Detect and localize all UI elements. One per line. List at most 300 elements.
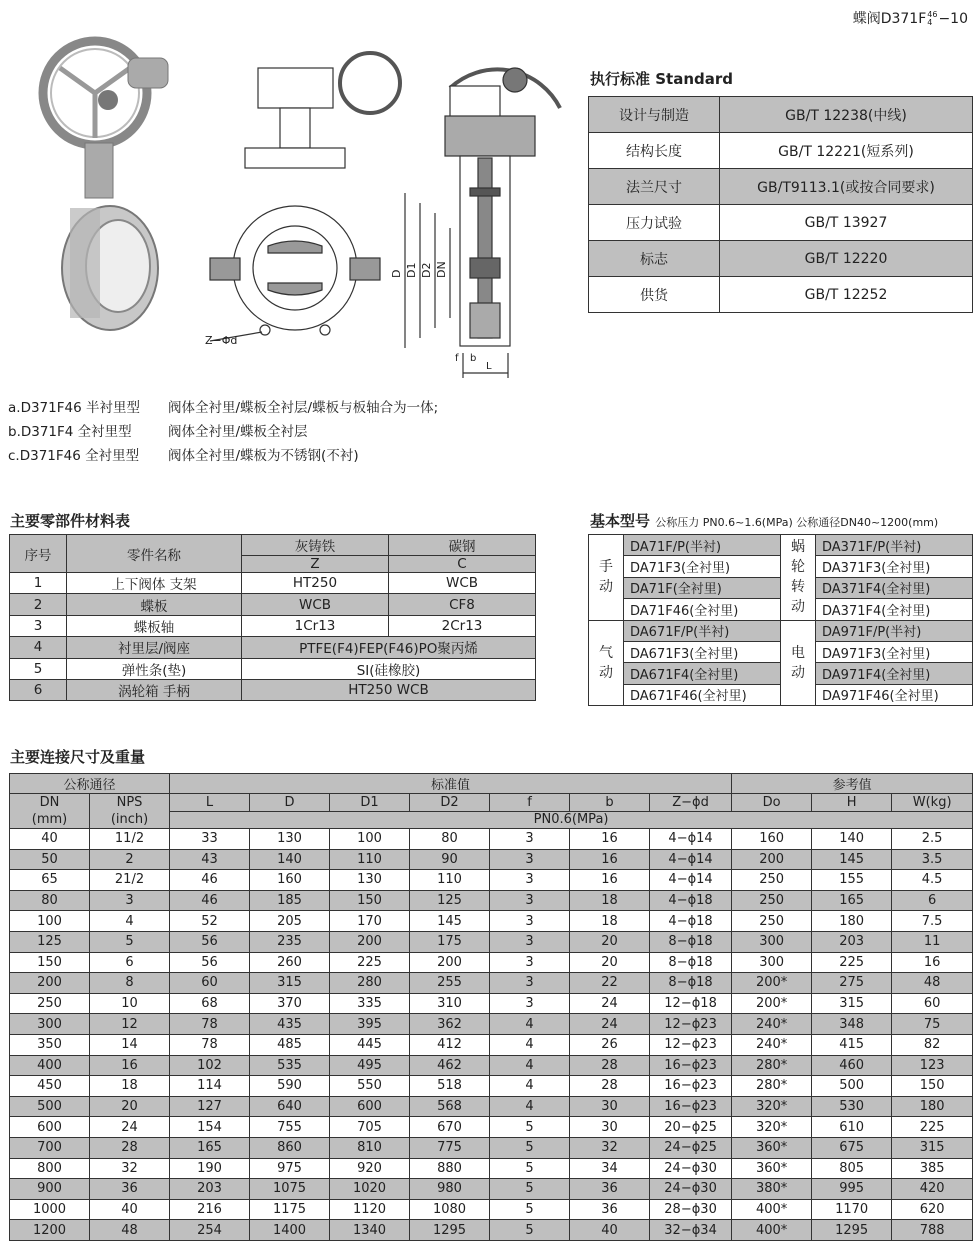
model-cell: DA671F46(全衬里)	[624, 684, 781, 705]
cell-D2: 518	[410, 1076, 490, 1097]
cell-D: 755	[250, 1117, 330, 1138]
cell-Do: 400*	[732, 1220, 812, 1241]
group-label	[781, 535, 816, 621]
cell-Do: 200	[732, 849, 812, 870]
page-code-sub: 4	[927, 18, 933, 27]
label-f: f	[455, 353, 459, 364]
cell-L: 46	[170, 890, 250, 911]
cell-D2: 412	[410, 1034, 490, 1055]
standard-value: GB/T 12221(短系列)	[720, 133, 973, 169]
cell-D2: 110	[410, 870, 490, 891]
cell-dn: 250	[10, 993, 90, 1014]
caption-desc: 阀体全衬里/蝶板全衬层/蝶板与板轴合为一体;	[168, 400, 439, 416]
cell-b: 20	[570, 952, 650, 973]
cell-f: 5	[490, 1220, 570, 1241]
cell: HT250 WCB	[242, 679, 536, 700]
cell-W: 16	[892, 952, 973, 973]
model-cell: DA671F/P(半衬)	[624, 620, 781, 641]
cell-nps: 24	[90, 1117, 170, 1138]
cell: PTFE(F4)FEP(F46)PO聚丙烯	[242, 637, 536, 658]
cell-Do: 280*	[732, 1055, 812, 1076]
cell-zphid: 32−ϕ34	[650, 1220, 732, 1241]
cell-dn: 900	[10, 1179, 90, 1200]
cell-b: 18	[570, 911, 650, 932]
cell-b: 40	[570, 1220, 650, 1241]
cell-nps: 2	[90, 849, 170, 870]
cell-f: 3	[490, 993, 570, 1014]
table-row	[10, 615, 536, 636]
cell: 衬里层/阀座	[67, 637, 242, 658]
cell-nps: 8	[90, 973, 170, 994]
cell-H: 500	[812, 1076, 892, 1097]
cell: SI(硅橡胶)	[242, 658, 536, 679]
cell-b: 18	[570, 890, 650, 911]
cell-f: 3	[490, 952, 570, 973]
cell-D1: 280	[330, 973, 410, 994]
cell-zphid: 4−ϕ14	[650, 870, 732, 891]
cell-nps: 5	[90, 931, 170, 952]
cell-dn: 1200	[10, 1220, 90, 1241]
cell-dn: 40	[10, 829, 90, 850]
cell-dn: 80	[10, 890, 90, 911]
header-no: 序号	[10, 535, 67, 573]
standard-row	[589, 97, 973, 133]
group-label	[589, 620, 624, 706]
table-row	[10, 931, 973, 952]
cell: CF8	[389, 594, 536, 615]
header-zphid: Z−ϕd	[650, 794, 732, 812]
cell-Do: 320*	[732, 1096, 812, 1117]
cell: WCB	[389, 573, 536, 594]
cell-D2: 670	[410, 1117, 490, 1138]
cell-D1: 200	[330, 931, 410, 952]
cell-D1: 705	[330, 1117, 410, 1138]
table-row	[10, 594, 536, 615]
cell-D1: 225	[330, 952, 410, 973]
cell-f: 3	[490, 931, 570, 952]
cell-L: 127	[170, 1096, 250, 1117]
cell-L: 68	[170, 993, 250, 1014]
cell-D: 130	[250, 829, 330, 850]
cell-f: 5	[490, 1158, 570, 1179]
cell-D2: 310	[410, 993, 490, 1014]
cell-f: 4	[490, 1096, 570, 1117]
valve-drawings	[0, 28, 590, 388]
cell: 1	[10, 573, 67, 594]
cell: 蝶板	[67, 594, 242, 615]
model-cell: DA671F3(全衬里)	[624, 641, 781, 662]
basic-models-subtitle: 公称压力 PN0.6~1.6(MPa) 公称通径DN40~1200(mm)	[655, 516, 939, 529]
cell-b: 16	[570, 870, 650, 891]
dimensions-title: 主要连接尺寸及重量	[10, 748, 146, 766]
cell-f: 3	[490, 849, 570, 870]
cell-Do: 160	[732, 829, 812, 850]
cell-Do: 250	[732, 911, 812, 932]
cell-D: 370	[250, 993, 330, 1014]
label-D1: D1	[405, 262, 418, 278]
label-DN: DN	[435, 261, 448, 278]
cell-nps: 6	[90, 952, 170, 973]
header-name: 零件名称	[67, 535, 242, 573]
cell-dn: 1000	[10, 1199, 90, 1220]
cell-H: 995	[812, 1179, 892, 1200]
cell-D1: 170	[330, 911, 410, 932]
cell-Do: 240*	[732, 1034, 812, 1055]
label-D2: D2	[420, 262, 433, 278]
table-row	[589, 620, 973, 641]
table-row	[10, 890, 973, 911]
cell-b: 28	[570, 1055, 650, 1076]
standard-row	[589, 169, 973, 205]
cell-Do: 320*	[732, 1117, 812, 1138]
cell-dn: 50	[10, 849, 90, 870]
cell-f: 5	[490, 1199, 570, 1220]
cell-zphid: 8−ϕ18	[650, 973, 732, 994]
cell-f: 5	[490, 1137, 570, 1158]
valve-section-view	[405, 68, 560, 378]
cell-Do: 380*	[732, 1179, 812, 1200]
cell-nps: 12	[90, 1014, 170, 1035]
cell-D: 235	[250, 931, 330, 952]
cell-zphid: 24−ϕ30	[650, 1179, 732, 1200]
model-cell: DA971F/P(半衬)	[816, 620, 973, 641]
basic-models-title	[590, 510, 938, 531]
cell-zphid: 8−ϕ18	[650, 952, 732, 973]
model-cell: DA71F(全衬里)	[624, 577, 781, 598]
caption-model: c.D371F46 全衬里型	[8, 448, 140, 464]
header-standard: 标准值	[170, 774, 732, 794]
table-row	[10, 1117, 973, 1138]
cell-b: 24	[570, 993, 650, 1014]
cell-D: 485	[250, 1034, 330, 1055]
cell-zphid: 4−ϕ14	[650, 829, 732, 850]
cell-W: 180	[892, 1096, 973, 1117]
standard-title: 执行标准 Standard	[590, 70, 733, 88]
cell-D: 1075	[250, 1179, 330, 1200]
cell-zphid: 16−ϕ23	[650, 1096, 732, 1117]
cell-Do: 240*	[732, 1014, 812, 1035]
cell-H: 225	[812, 952, 892, 973]
header-dn	[10, 794, 90, 829]
cell: 蝶板轴	[67, 615, 242, 636]
cell: 弹性条(垫)	[67, 658, 242, 679]
cell: WCB	[242, 594, 389, 615]
cell-nps: 20	[90, 1096, 170, 1117]
cell-zphid: 24−ϕ25	[650, 1137, 732, 1158]
cell-H: 140	[812, 829, 892, 850]
cell: 3	[10, 615, 67, 636]
cell-nps: 48	[90, 1220, 170, 1241]
table-row	[10, 679, 536, 700]
cell-dn: 65	[10, 870, 90, 891]
cell-nps: 3	[90, 890, 170, 911]
cell-W: 2.5	[892, 829, 973, 850]
standard-value: GB/T 12252	[720, 277, 973, 313]
valve-photo	[43, 41, 168, 330]
table-row	[10, 1220, 973, 1241]
cell-D1: 920	[330, 1158, 410, 1179]
header-H: H	[812, 794, 892, 812]
cell-Do: 250	[732, 890, 812, 911]
standard-row	[589, 277, 973, 313]
group-label	[589, 535, 624, 621]
cell-Do: 250	[732, 870, 812, 891]
cell-D2: 90	[410, 849, 490, 870]
cell-D2: 775	[410, 1137, 490, 1158]
cell-L: 190	[170, 1158, 250, 1179]
model-cell: DA71F3(全衬里)	[624, 556, 781, 577]
model-cell: DA971F46(全衬里)	[816, 684, 973, 705]
cell: 2Cr13	[389, 615, 536, 636]
header-cast: 灰铸铁	[242, 535, 389, 556]
cell-b: 26	[570, 1034, 650, 1055]
cell-L: 114	[170, 1076, 250, 1097]
cell-L: 46	[170, 870, 250, 891]
cell-W: 385	[892, 1158, 973, 1179]
cell: 6	[10, 679, 67, 700]
cell-H: 1295	[812, 1220, 892, 1241]
group-label-text: 蜗轮转动	[791, 539, 805, 616]
cell-D1: 1120	[330, 1199, 410, 1220]
header-b: b	[570, 794, 650, 812]
cell-zphid: 4−ϕ18	[650, 890, 732, 911]
header-Do: Do	[732, 794, 812, 812]
cell-nps: 28	[90, 1137, 170, 1158]
basic-models-table	[588, 534, 973, 706]
cell-nps: 40	[90, 1199, 170, 1220]
header-nps	[90, 794, 170, 829]
cell-D: 260	[250, 952, 330, 973]
basic-models-title-text: 基本型号	[590, 512, 651, 530]
cell-D: 590	[250, 1076, 330, 1097]
cell-b: 30	[570, 1096, 650, 1117]
header-carbon: 碳钢	[389, 535, 536, 556]
cell-W: 7.5	[892, 911, 973, 932]
cell-b: 22	[570, 973, 650, 994]
cell-zphid: 4−ϕ18	[650, 911, 732, 932]
caption-model: b.D371F4 全衬里型	[8, 424, 132, 440]
cell-D: 140	[250, 849, 330, 870]
cell-L: 102	[170, 1055, 250, 1076]
cell-f: 4	[490, 1055, 570, 1076]
group-label	[781, 620, 816, 706]
cell-dn: 100	[10, 911, 90, 932]
table-row	[10, 952, 973, 973]
cell-D: 160	[250, 870, 330, 891]
standard-value: GB/T 13927	[720, 205, 973, 241]
materials-title: 主要零部件材料表	[10, 512, 131, 530]
table-row	[10, 1199, 973, 1220]
cell-D1: 395	[330, 1014, 410, 1035]
cell: 涡轮箱 手柄	[67, 679, 242, 700]
cell-dn: 500	[10, 1096, 90, 1117]
cell-nps: 32	[90, 1158, 170, 1179]
cell-nps: 21/2	[90, 870, 170, 891]
cell-W: 150	[892, 1076, 973, 1097]
standard-value: GB/T 12220	[720, 241, 973, 277]
cell-D: 1400	[250, 1220, 330, 1241]
cell-f: 3	[490, 973, 570, 994]
header-dn-label: DN	[39, 795, 60, 810]
cell-zphid: 16−ϕ23	[650, 1055, 732, 1076]
page-code	[853, 8, 968, 28]
cell-W: 48	[892, 973, 973, 994]
cell-D1: 100	[330, 829, 410, 850]
caption-desc: 阀体全衬里/蝶板为不锈钢(不衬)	[168, 448, 359, 464]
cell-L: 254	[170, 1220, 250, 1241]
model-cell: DA71F/P(半衬)	[624, 535, 781, 556]
caption-desc: 阀体全衬里/蝶板全衬层	[168, 424, 308, 440]
cell-dn: 450	[10, 1076, 90, 1097]
cell-L: 60	[170, 973, 250, 994]
standard-row	[589, 205, 973, 241]
cell-f: 3	[490, 870, 570, 891]
cell-L: 78	[170, 1014, 250, 1035]
cell-b: 20	[570, 931, 650, 952]
cell-L: 203	[170, 1179, 250, 1200]
cell-f: 4	[490, 1034, 570, 1055]
cell-L: 56	[170, 952, 250, 973]
header-nominal: 公称通径	[10, 774, 170, 794]
cell-f: 5	[490, 1117, 570, 1138]
cell-W: 3.5	[892, 849, 973, 870]
page-code-stack	[927, 11, 937, 27]
cell-D: 860	[250, 1137, 330, 1158]
cell-nps: 14	[90, 1034, 170, 1055]
cell-b: 16	[570, 849, 650, 870]
header-D2: D2	[410, 794, 490, 812]
cell-L: 56	[170, 931, 250, 952]
cell-H: 675	[812, 1137, 892, 1158]
table-row	[10, 1158, 973, 1179]
cell-D: 205	[250, 911, 330, 932]
cell-Do: 280*	[732, 1076, 812, 1097]
header-D: D	[250, 794, 330, 812]
standard-label: 结构长度	[589, 133, 720, 169]
cell-H: 1170	[812, 1199, 892, 1220]
cell-b: 32	[570, 1137, 650, 1158]
table-row	[10, 637, 536, 658]
table-row	[10, 1179, 973, 1200]
caption-a	[8, 396, 438, 416]
cell-W: 6	[892, 890, 973, 911]
cell-W: 60	[892, 993, 973, 1014]
cell-f: 4	[490, 1076, 570, 1097]
cell-W: 123	[892, 1055, 973, 1076]
cell-L: 43	[170, 849, 250, 870]
cell-f: 3	[490, 911, 570, 932]
cell: 上下阀体 支架	[67, 573, 242, 594]
cell: 5	[10, 658, 67, 679]
cell-f: 3	[490, 890, 570, 911]
table-row	[10, 1014, 973, 1035]
cell-W: 4.5	[892, 870, 973, 891]
table-row	[10, 1055, 973, 1076]
cell-D1: 335	[330, 993, 410, 1014]
cell-zphid: 16−ϕ23	[650, 1076, 732, 1097]
cell-Do: 360*	[732, 1158, 812, 1179]
cell-Do: 200*	[732, 993, 812, 1014]
table-row	[10, 870, 973, 891]
cell-D: 535	[250, 1055, 330, 1076]
page-code-prefix: 蝶阀D371F	[852, 11, 927, 27]
caption-b	[8, 420, 308, 440]
model-cell: DA371F/P(半衬)	[816, 535, 973, 556]
cell-D1: 495	[330, 1055, 410, 1076]
cell-W: 82	[892, 1034, 973, 1055]
cell-b: 34	[570, 1158, 650, 1179]
standard-value: GB/T9113.1(或按合同要求)	[720, 169, 973, 205]
header-f: f	[490, 794, 570, 812]
cell-D2: 200	[410, 952, 490, 973]
label-L: L	[486, 361, 492, 372]
cell-D1: 445	[330, 1034, 410, 1055]
cell-W: 75	[892, 1014, 973, 1035]
standard-row	[589, 133, 973, 169]
cell-dn: 600	[10, 1117, 90, 1138]
cell-dn: 800	[10, 1158, 90, 1179]
cell-D2: 362	[410, 1014, 490, 1035]
cell-H: 275	[812, 973, 892, 994]
standard-value: GB/T 12238(中线)	[720, 97, 973, 133]
cell-f: 4	[490, 1014, 570, 1035]
cell-Do: 400*	[732, 1199, 812, 1220]
cell-Do: 360*	[732, 1137, 812, 1158]
cell-H: 415	[812, 1034, 892, 1055]
cell-D1: 1340	[330, 1220, 410, 1241]
caption-c	[8, 444, 359, 464]
cell-D: 435	[250, 1014, 330, 1035]
header-D1: D1	[330, 794, 410, 812]
cell-dn: 350	[10, 1034, 90, 1055]
cell-H: 348	[812, 1014, 892, 1035]
table-row	[10, 973, 973, 994]
page-code-sup: 46	[927, 10, 938, 19]
model-cell: DA671F4(全衬里)	[624, 663, 781, 684]
cell-D1: 110	[330, 849, 410, 870]
header-L: L	[170, 794, 250, 812]
cell-D1: 600	[330, 1096, 410, 1117]
table-row	[10, 849, 973, 870]
cell-H: 165	[812, 890, 892, 911]
cell-zphid: 28−ϕ30	[650, 1199, 732, 1220]
cell-zphid: 20−ϕ25	[650, 1117, 732, 1138]
cell-dn: 200	[10, 973, 90, 994]
cell-nps: 11/2	[90, 829, 170, 850]
cell-zphid: 12−ϕ23	[650, 1034, 732, 1055]
model-cell: DA371F3(全衬里)	[816, 556, 973, 577]
cell-W: 620	[892, 1199, 973, 1220]
cell: 4	[10, 637, 67, 658]
header-reference: 参考值	[732, 774, 973, 794]
cell-D: 315	[250, 973, 330, 994]
cell-dn: 150	[10, 952, 90, 973]
cell-H: 155	[812, 870, 892, 891]
label-D: D	[390, 269, 403, 278]
cell: 2	[10, 594, 67, 615]
cell-H: 180	[812, 911, 892, 932]
dimensions-body	[10, 829, 973, 1241]
cell-f: 3	[490, 829, 570, 850]
table-row	[10, 1076, 973, 1097]
cell-dn: 400	[10, 1055, 90, 1076]
cell-D2: 175	[410, 931, 490, 952]
cell-L: 165	[170, 1137, 250, 1158]
cell-D2: 880	[410, 1158, 490, 1179]
cell-H: 203	[812, 931, 892, 952]
cell-D2: 462	[410, 1055, 490, 1076]
cell-b: 30	[570, 1117, 650, 1138]
